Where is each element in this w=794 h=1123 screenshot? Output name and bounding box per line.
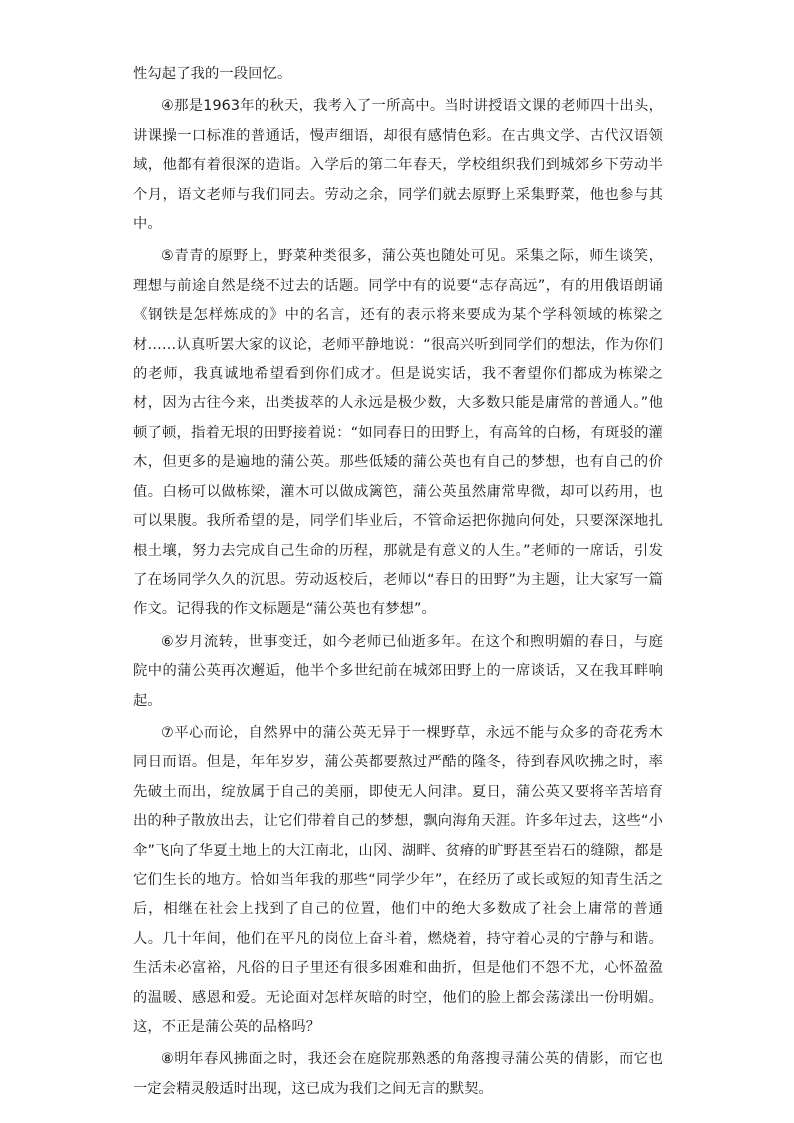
paragraph-5: ⑤青青的原野上，野菜种类很多，蒲公英也随处可见。采集之际，师生谈笑，理想与前途自然是绕不过去的话题。同学中有的说要“志存高远”，有的用俄语朗诵《钢铁是怎样炼成的》中的名言，还有的表示将来要成为某个学科领域的栋梁之材……认真听罢大家的议论，老师平静地说：“很高兴听到同学们的想法，作为你们的老师，我真诚地希望看到你们成才。但是说实话，我不奢望你们都成为栋梁之材，因为古往今来，出类拔萃的人永远是极少数，大多数只能是庸常的普通人。”他顿了顿，指着无垠的田野接着说：“如同春日的田野上，有高耸的白杨，有斑驳的灌木，但更多的是遍地的蒲公英。那些低矮的蒲公英也有自己的梦想，也有自己的价值。白杨可以做栋梁，灌木可以做成篱笆，蒲公英虽然庸常卑微，却可以药用，也可以果腹。我所希望的是，同学们毕业后，不管命运把你抛向何处，只要深深地扎根土壤，努力去完成自己生命的历程，那就是有意义的人生。”老师的一席话，引发了在场同学久久的沉思。劳动返校后，老师以“春日的田野”为主题，让大家写一篇作文。记得我的作文标题是“蒲公英也有梦想”。 xyxy=(133,248,663,618)
paragraph-7: ⑦平心而论，自然界中的蒲公英无异于一棵野草，永远不能与众多的奇花秀木同日而语。但是，年年岁岁，蒲公英都要熬过严酷的隆冬，待到春风吹拂之时，率先破土而出，绽放属于自己的美丽，即使无人问津。夏日，蒲公英又要将辛苦培育出的种子散放出去，让它们带着自己的梦想，飘向海角天涯。许多年过去，这些“小伞”飞向了华夏土地上的大江南北，山冈、湖畔、贫瘠的旷野甚至岩石的缝隙，都是它们生长的地方。恰如当年我的那些“同学少年”，在经历了或长或短的知青生活之后，相继在社会上找到了自己的位置，他们中的绝大多数成了社会上庸常的普通人。几十年间，他们在平凡的岗位上奋斗着，燃烧着，持守着心灵的宁静与和谐。生活未必富裕，凡俗的日子里还有很多困难和曲折，但是他们不怨不尤，心怀盈盈的温暖、感恩和爱。无论面对怎样灰暗的时空，他们的脸上都会荡漾出一份明媚。这，不正是蒲公英的品格吗？ xyxy=(133,724,663,1035)
article-body xyxy=(133,60,663,1107)
paragraph-6: ⑥岁月流转，世事变迁，如今老师已仙逝多年。在这个和煦明媚的春日，与庭院中的蒲公英再次邂逅，他半个多世纪前在城郊田野上的一席谈话，又在我耳畔响起。 xyxy=(133,633,663,709)
paragraph-8: ⑧明年春风拂面之时，我还会在庭院那熟悉的角落搜寻蒲公英的倩影，而它也一定会精灵般适时出现，这已成为我们之间无言的默契。 xyxy=(133,1051,663,1097)
paragraph-continuation: 性勾起了我的一段回忆。 xyxy=(133,66,292,82)
paragraph-4: ④那是1963年的秋天，我考入了一所高中。当时讲授语文课的老师四十出头，讲课操一口标准的普通话，慢声细语，却很有感情色彩。在古典文学、古代汉语领域，他都有着很深的造诣。入学后的第二年春天，学校组织我们到城郊乡下劳动半个月，语文老师与我们同去。劳动之余，同学们就去原野上采集野菜，他也参与其中。 xyxy=(133,98,663,233)
